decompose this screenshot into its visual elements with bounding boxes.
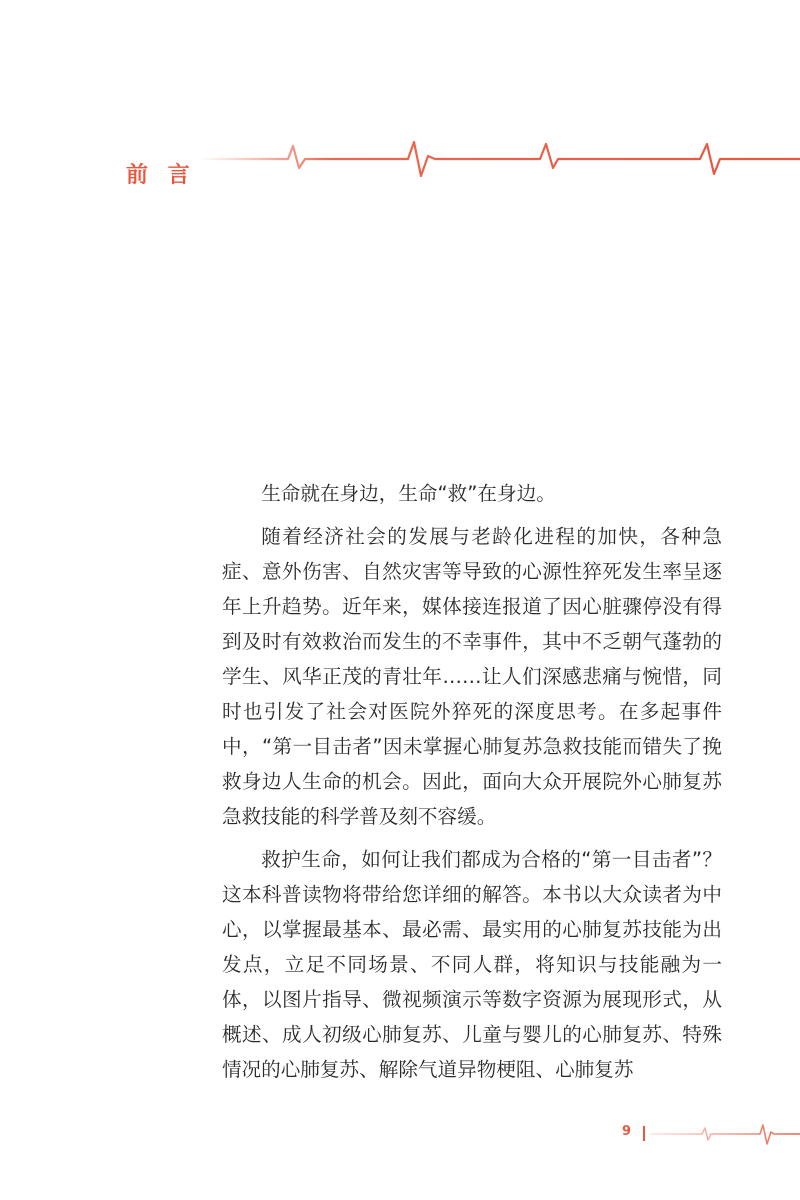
ecg-line-icon xyxy=(650,1120,800,1150)
paragraph: 生命就在身边，生命“救”在身边。 xyxy=(261,482,556,505)
preface-body xyxy=(222,476,722,1095)
page-number: 9 xyxy=(622,1124,632,1139)
paragraph: 救护生命，如何让我们都成为合格的“第一目击者”？这本科普读物将带给您详细的解答。本书以大众读者为中心，以掌握最基本、最必需、最实用的心肺复苏技能为出发点，立足不同场景、不同人群，将知识与技能融为一体，以图片指导、微视频演示等数字资源为展现形式，从概述、成人初级心肺复苏、儿童与婴儿的心肺复苏、特殊情况的心肺复苏、解除气道异物梗阻、心肺复苏 xyxy=(222,848,722,1081)
ecg-line-icon xyxy=(200,138,800,182)
footer-divider xyxy=(643,1126,645,1141)
page-title: 前 言 xyxy=(126,162,196,188)
paragraph: 随着经济社会的发展与老龄化进程的加快，各种急症、意外伤害、自然灾害等导致的心源性猝死发生率呈逐年上升趋势。近年来，媒体接连报道了因心脏骤停没有得到及时有效救治而发生的不幸事件，其中不乏朝气蓬勃的学生、风华正茂的青壮年……让人们深感悲痛与惋惜，同时也引发了社会对医院外猝死的深度思考。在多起事件中，“第一目击者”因未掌握心肺复苏急救技能而错失了挽救身边人生命的机会。因此，面向大众开展院外心肺复苏急救技能的科学普及刻不容缓。 xyxy=(222,525,722,828)
